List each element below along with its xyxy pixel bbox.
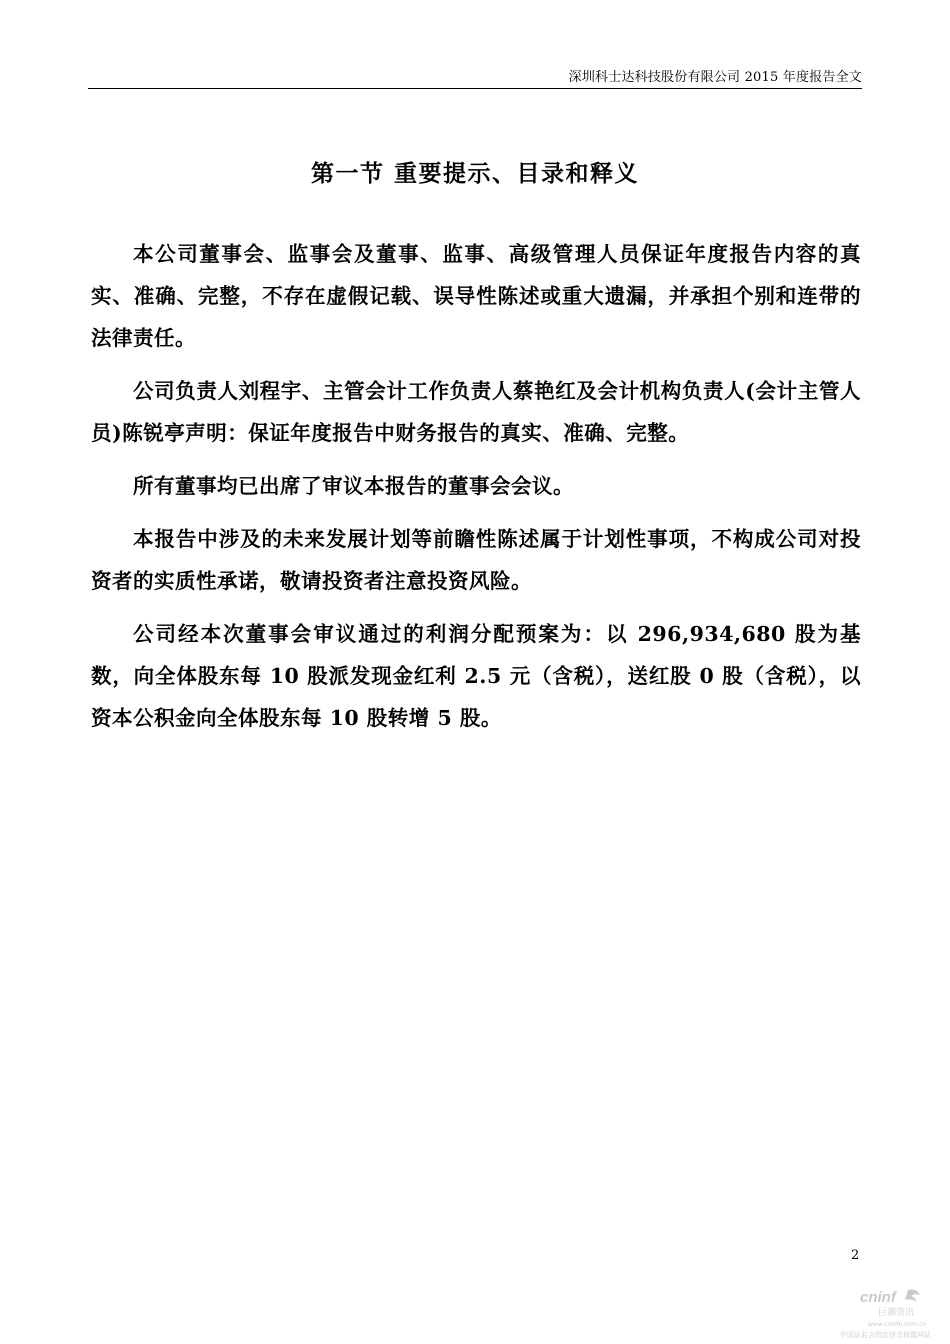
paragraph-profit-distribution: 公司经本次董事会审议通过的利润分配预案为：以 296,934,680 股为基数，向全体股东每 10 股派发现金红利 2.5 元（含税），送红股 0 股（含税），以资本公积金向全体股东每 10 股转增 5 股。 <box>91 622 861 730</box>
section-title: 第一节 重要提示、目录和释义 <box>310 160 639 187</box>
paragraph-financial-statement-declaration: 公司负责人刘程宇、主管会计工作负责人蔡艳红及会计机构负责人(会计主管人员)陈锐亭声明：保证年度报告中财务报告的真实、准确、完整。 <box>91 379 861 445</box>
document-body <box>91 233 861 750</box>
watermark-logo-text: cninf <box>860 1289 896 1306</box>
paragraph-board-attendance: 所有董事均已出席了审议本报告的董事会会议。 <box>133 474 575 498</box>
paragraph-forward-looking-disclaimer: 本报告中涉及的未来发展计划等前瞻性陈述属于计划性事项，不构成公司对投资者的实质性承诺，敬请投资者注意投资风险。 <box>91 527 861 593</box>
page-number: 2 <box>851 1248 860 1263</box>
paragraph-responsibility-statement: 本公司董事会、监事会及董事、监事、高级管理人员保证年度报告内容的真实、准确、完整，不存在虚假记载、误导性陈述或重大遗漏，并承担个别和连带的法律责任。 <box>91 242 861 350</box>
page-header <box>88 62 862 89</box>
watermark-swoosh-icon <box>905 1290 920 1302</box>
watermark-tagline: 中国证监会指定信息披露网站 <box>840 1331 931 1339</box>
watermark-url: www.cninfo.com.cn <box>868 1321 927 1328</box>
watermark-subtitle: 巨潮资讯 <box>878 1308 915 1318</box>
cninfo-watermark-logo <box>838 1284 938 1340</box>
header-title: 深圳科士达科技股份有限公司 2015 年度报告全文 <box>568 70 862 85</box>
